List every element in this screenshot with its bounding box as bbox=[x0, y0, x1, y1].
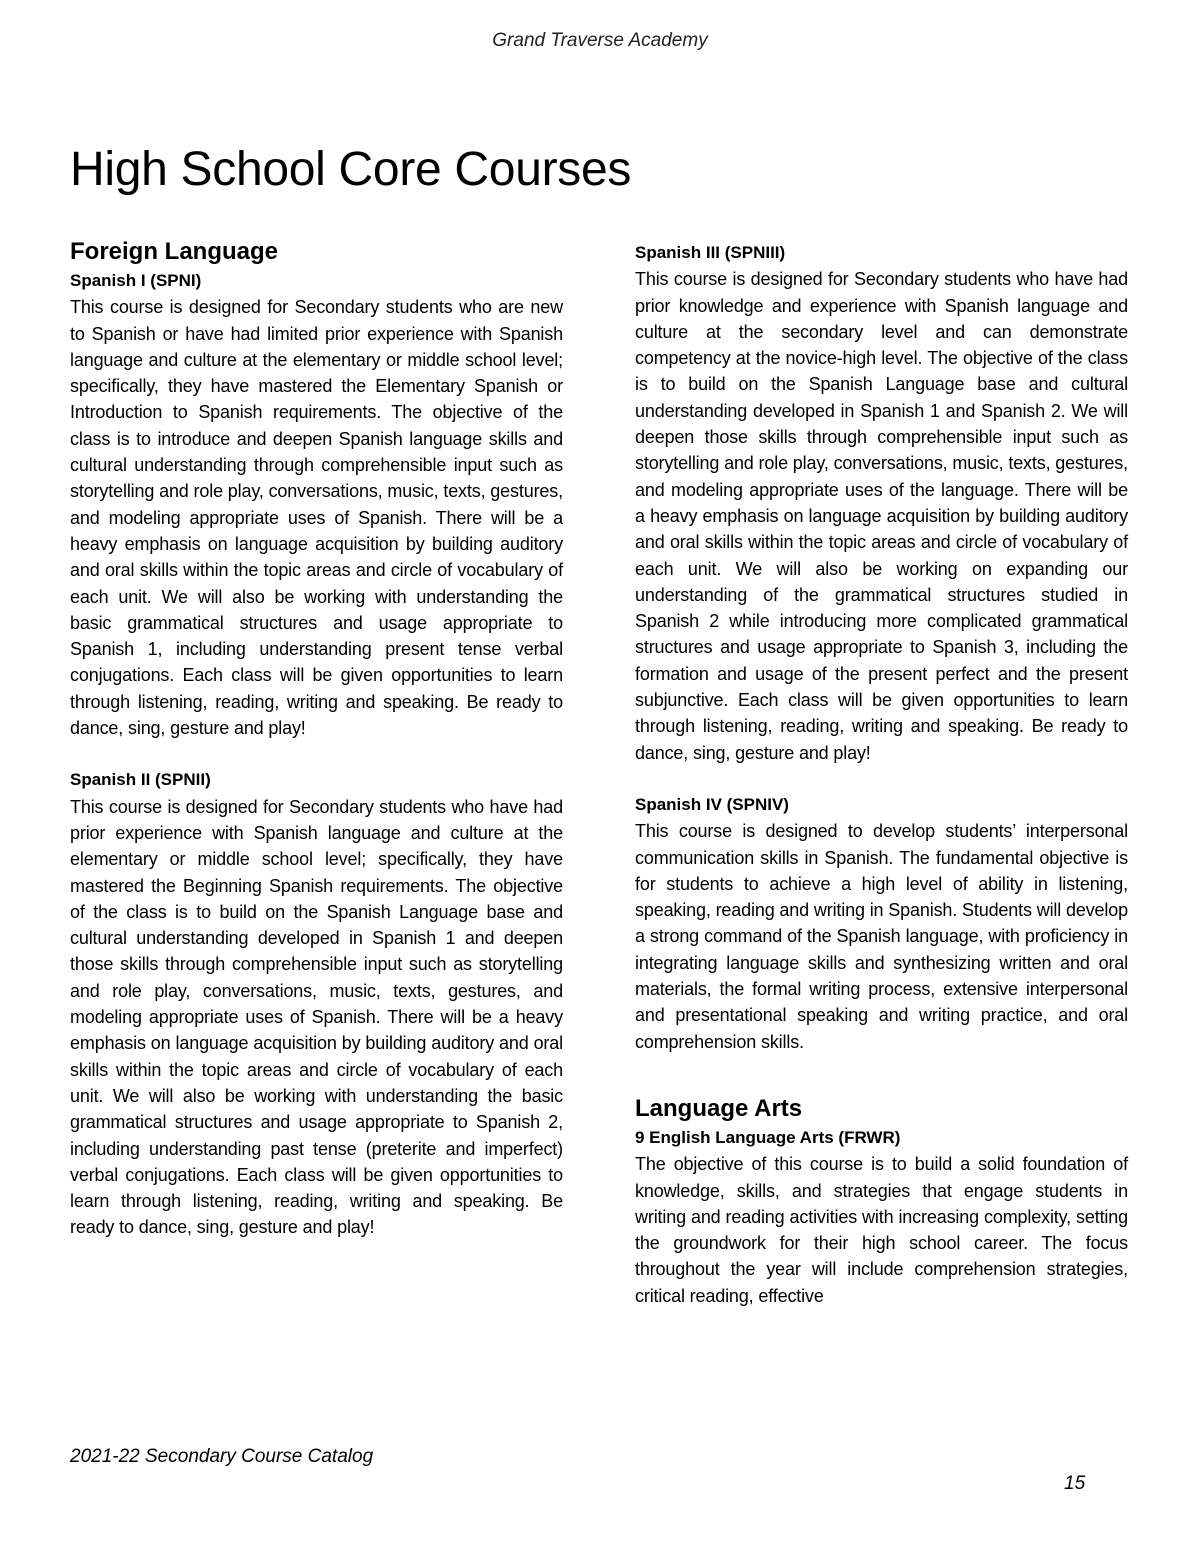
course-title: Spanish I (SPNI) bbox=[70, 271, 202, 290]
course-description: This course is designed for Secondary students who are new to Spanish or have had limited prior experience with Spanish language and culture at the elementary or middle school level; specifically, they have mastered the Elementary Spanish or Introduction to Spanish requirements. The objective of the class is to introduce and deepen Spanish language skills and cultural understanding through comprehensible input such as storytelling and role play, conversations, music, texts, gestures, and modeling appropriate uses of Spanish. There will be a heavy emphasis on language acquisition by building auditory and oral skills within the topic areas and circle of vocabulary of each unit. We will also be working with understanding the basic grammatical structures and usage appropriate to Spanish 1, including understanding present tense verbal conjugations. Each class will be given opportunities to learn through listening, reading, writing and speaking. Be ready to dance, sing, gesture and play! bbox=[70, 297, 563, 739]
course-description: The objective of this course is to build a solid foundation of knowledge, skills, and strategies that engage students in writing and reading activities with increasing complexity, setting the groundwork for their high school career. The focus throughout the year will include comprehension strategies, critical reading, effective bbox=[635, 1154, 1128, 1306]
page-number: 15 bbox=[1064, 1473, 1086, 1494]
section-heading-foreign-language: Foreign Language bbox=[70, 238, 279, 265]
course-description: This course is designed to develop students’ interpersonal communication skills in Spanish. The fundamental objective is for students to achieve a high level of ability in listening, speaking, reading and writing in Spanish. Students will develop a strong command of the Spanish language, with proficiency in integrating language skills and synthesizing written and oral materials, the formal writing process, extensive interpersonal and presentational speaking and writing practice, and oral comprehension skills. bbox=[635, 821, 1128, 1052]
course-title: Spanish III (SPNIII) bbox=[635, 243, 786, 262]
course-spanish-2 bbox=[70, 767, 563, 1240]
left-column bbox=[70, 236, 563, 1241]
right-column bbox=[635, 240, 1128, 1309]
document-header: Grand Traverse Academy bbox=[492, 30, 708, 51]
course-description: This course is designed for Secondary students who have had prior experience with Spanish language and culture at the elementary or middle school level; specifically, they have mastered the Beginning Spanish requirements. The objective of the class is to build on the Spanish Language base and cultural understanding developed in Spanish 1 and deepen those skills through comprehensible input such as storytelling and role play, conversations, music, texts, gestures, and modeling appropriate uses of Spanish. There will be a heavy emphasis on language acquisition by building auditory and oral skills within the topic areas and circle of vocabulary of each unit. We will also be working with understanding the basic grammatical structures and usage appropriate to Spanish 2, including understanding past tense (preterite and imperfect) verbal conjugations. Each class will be given opportunities to learn through listening, reading, writing and speaking. Be ready to dance, sing, gesture and play! bbox=[70, 796, 563, 1238]
course-spanish-4 bbox=[635, 792, 1128, 1055]
course-spanish-1 bbox=[70, 268, 563, 741]
course-title: Spanish II (SPNII) bbox=[70, 770, 211, 790]
course-ela-9 bbox=[635, 1125, 1128, 1309]
course-spanish-3 bbox=[635, 240, 1128, 766]
course-description: This course is designed for Secondary students who have had prior knowledge and experience with Spanish language and culture at the secondary level and can demonstrate competency at the novice-high level. The objective of the class is to build on the Spanish Language base and cultural understanding developed in Spanish 1 and Spanish 2. We will deepen those skills through comprehensible input such as storytelling and role play, conversations, music, texts, gestures, and modeling appropriate uses of the language. There will be a heavy emphasis on language acquisition by building auditory and oral skills within the topic areas and circle of vocabulary of each unit. We will also be working on expanding our understanding of the grammatical structures studied in Spanish 2 while introducing more complicated grammatical structures and usage appropriate to Spanish 3, including the formation and usage of the present perfect and the present subjunctive. Each class will be given opportunities to learn through listening, reading, writing and speaking. Be ready to dance, sing, gesture and play! bbox=[635, 269, 1128, 763]
page-title: High School Core Courses bbox=[70, 143, 632, 196]
course-title: Spanish IV (SPNIV) bbox=[635, 794, 789, 814]
footer-catalog-title: 2021-22 Secondary Course Catalog bbox=[70, 1446, 374, 1467]
section-heading-language-arts: Language Arts bbox=[635, 1094, 803, 1122]
course-title: 9 English Language Arts (FRWR) bbox=[635, 1127, 901, 1147]
